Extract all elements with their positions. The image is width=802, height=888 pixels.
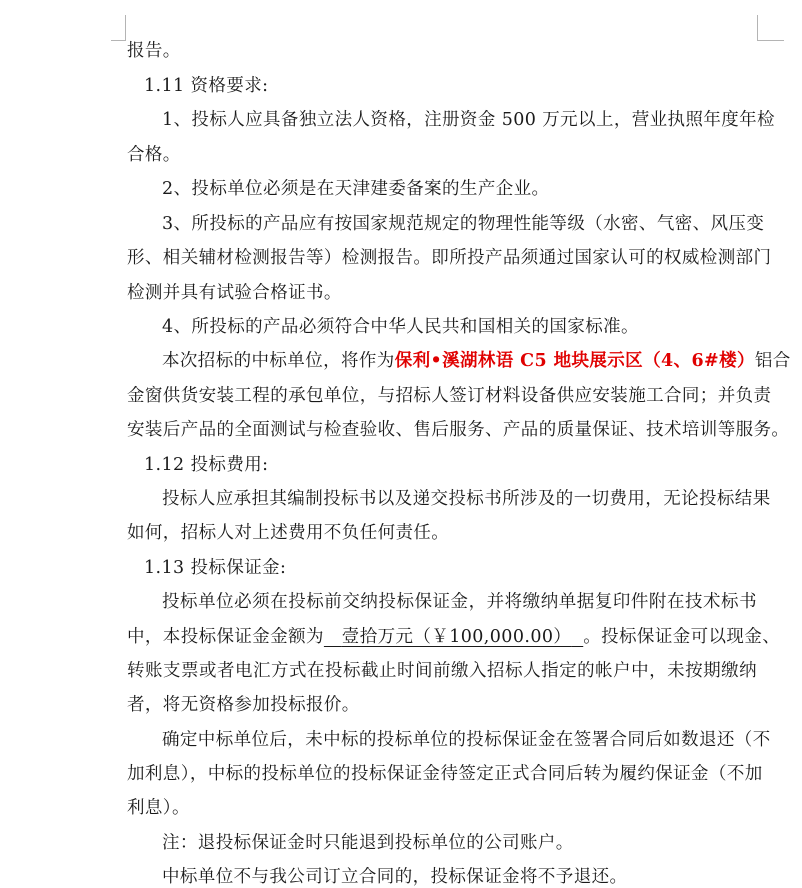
note-line: 注：退投标保证金时只能退到投标单位的公司账户。	[162, 833, 574, 853]
paragraph-line: 合格。	[127, 145, 181, 165]
paragraph-line: 转账支票或者电汇方式在投标截止时间前缴入招标人指定的帐户中，未按期缴纳	[127, 661, 757, 681]
margin-corner-mark-left	[111, 15, 126, 41]
paragraph-line: 金窗供货安装工程的承包单位，与招标人签订材料设备供应安装施工合同；并负责	[127, 386, 772, 406]
paragraph-line-deposit-amount	[127, 626, 781, 648]
deposit-amount	[324, 626, 583, 648]
section-heading-deposit: 1.13 投标保证金:	[144, 558, 287, 578]
paragraph-line: 报告。	[127, 41, 181, 61]
project-text-after: 铝合	[754, 351, 791, 371]
paragraph-line: 者，将无资格参加投标报价。	[127, 695, 360, 715]
deposit-amount-value: 壹拾万元（￥100,000.00）	[341, 627, 572, 647]
paragraph-line: 加利息），中标的投标单位的投标保证金待签定正式合同后转为履约保证金（不加	[127, 764, 763, 784]
paragraph-line: 安装后产品的全面测试与检查验收、售后服务、产品的质量保证、技术培训等服务。	[127, 420, 790, 440]
paragraph-line: 形、相关辅材检测报告等）检测报告。即所投产品须通过国家认可的权威检测部门	[127, 248, 772, 268]
section-heading-qualification: 1.11 资格要求:	[144, 76, 269, 96]
project-name-highlight: 保利•溪湖林语 C5 地块展示区（4、6#楼）	[394, 351, 755, 371]
margin-corner-mark-right	[757, 15, 784, 41]
paragraph-line: 利息）。	[127, 798, 190, 818]
paragraph-line: 3、所投标的产品应有按国家规范规定的物理性能等级（水密、气密、风压变	[162, 214, 765, 234]
paragraph-line: 投标单位必须在投标前交纳投标保证金，并将缴纳单据复印件附在技术标书	[162, 592, 757, 612]
paragraph-line: 投标人应承担其编制投标书以及递交投标书所涉及的一切费用，无论投标结果	[162, 489, 771, 509]
paragraph-line: 中标单位不与我公司订立合同的，投标保证金将不予退还。	[162, 867, 628, 887]
deposit-text-after: 。投标保证金可以现金、	[583, 627, 781, 647]
paragraph-line-project	[162, 350, 791, 372]
paragraph-line: 如何，招标人对上述费用不负任何责任。	[127, 523, 450, 543]
paragraph-line: 4、所投标的产品必须符合中华人民共和国相关的国家标准。	[162, 317, 639, 337]
project-text-before: 本次招标的中标单位，将作为	[162, 351, 395, 371]
paragraph-line: 检测并具有试验合格证书。	[127, 283, 342, 303]
deposit-text-before: 中，本投标保证金金额为	[127, 627, 324, 647]
section-heading-fees: 1.12 投标费用:	[144, 455, 269, 475]
paragraph-line: 1、投标人应具备独立法人资格，注册资金 500 万元以上，营业执照年度年检	[162, 110, 775, 130]
paragraph-line: 确定中标单位后，未中标的投标单位的投标保证金在签署合同后如数退还（不	[162, 730, 771, 750]
paragraph-line: 2、投标单位必须是在天津建委备案的生产企业。	[162, 179, 550, 199]
